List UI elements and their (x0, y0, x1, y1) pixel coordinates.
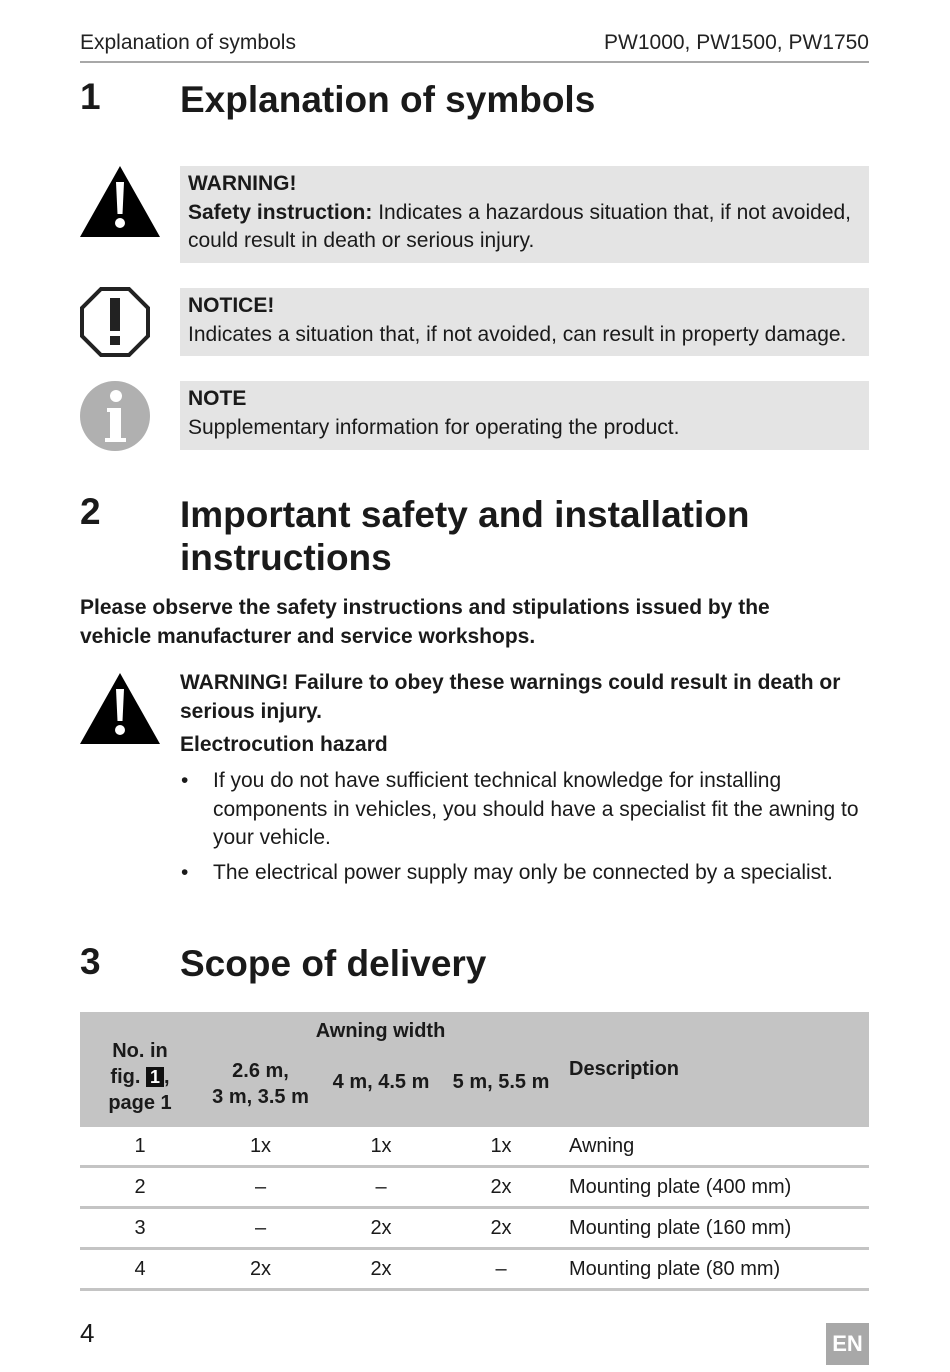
notice-box (180, 288, 869, 356)
warning-triangle-icon (80, 673, 160, 744)
note-box (180, 381, 869, 450)
warning-label: WARNING! (188, 172, 297, 195)
note-label: NOTE (188, 387, 247, 410)
section1-number: 1 (80, 76, 101, 117)
electrocution-hazard-heading: Electrocution hazard (180, 733, 388, 756)
table-row: 2 – – 2x Mounting plate (400 mm) (80, 1167, 869, 1208)
figure-reference-badge: 1 (146, 1067, 164, 1087)
header-rule (80, 61, 869, 63)
notice-text: Indicates a situation that, if not avoided, can result in property damage. (188, 322, 847, 346)
section2-title-line1: Important safety and installation (180, 494, 750, 535)
section3-number: 3 (80, 941, 101, 982)
col-header-width-medium: 4 m, 4.5 m (321, 1054, 441, 1127)
info-circle-icon (79, 380, 151, 452)
warning-triangle-icon (80, 166, 160, 237)
warning-box (180, 166, 869, 263)
warning-text: Indicates a hazardous situation that, if not avoided, could result in death or serious injury. (188, 200, 852, 252)
col-header-awning-width: Awning width (200, 1012, 561, 1054)
note-text: Supplementary information for operating the product. (188, 415, 680, 439)
table-row: 3 – 2x 2x Mounting plate (160 mm) (80, 1208, 869, 1249)
col-header-width-large: 5 m, 5.5 m (441, 1054, 561, 1127)
table-row: 1 1x 1x 1x Awning (80, 1127, 869, 1167)
header-section-title: Explanation of symbols (80, 31, 296, 54)
notice-label: NOTICE! (188, 294, 275, 317)
page-number: 4 (80, 1318, 95, 1348)
safety-bullet-list (180, 767, 870, 893)
header-model-numbers: PW1000, PW1500, PW1750 (604, 31, 869, 54)
list-item: • If you do not have sufficient technical knowledge for installing components in vehicles, you should have a specialist fit the awning to your vehicle. (181, 769, 859, 849)
table-row: 4 2x 2x – Mounting plate (80 mm) (80, 1249, 869, 1290)
section3-title: Scope of delivery (180, 943, 487, 984)
section2-title (180, 493, 749, 579)
list-item: • The electrical power supply may only be connected by a specialist. (181, 860, 833, 884)
warning-lead: Safety instruction: (188, 200, 373, 224)
section1-title: Explanation of symbols (180, 79, 596, 120)
language-badge: EN (826, 1323, 869, 1365)
notice-octagon-icon (79, 286, 151, 358)
col-header-no: No. in fig. 1 , page 1 (80, 1012, 200, 1127)
scope-of-delivery-table (80, 1012, 869, 1291)
section2-warning: WARNING! Failure to obey these warnings could result in death or serious injury. (180, 671, 841, 723)
col-header-description: Description (561, 1012, 869, 1127)
section2-title-line2: instructions (180, 537, 392, 578)
col-header-width-small: 2.6 m, 3 m, 3.5 m (200, 1054, 321, 1127)
section2-intro: Please observe the safety instructions and stipulations issued by the vehicle manufacturer and service workshops. (80, 596, 770, 648)
section2-number: 2 (80, 491, 101, 532)
